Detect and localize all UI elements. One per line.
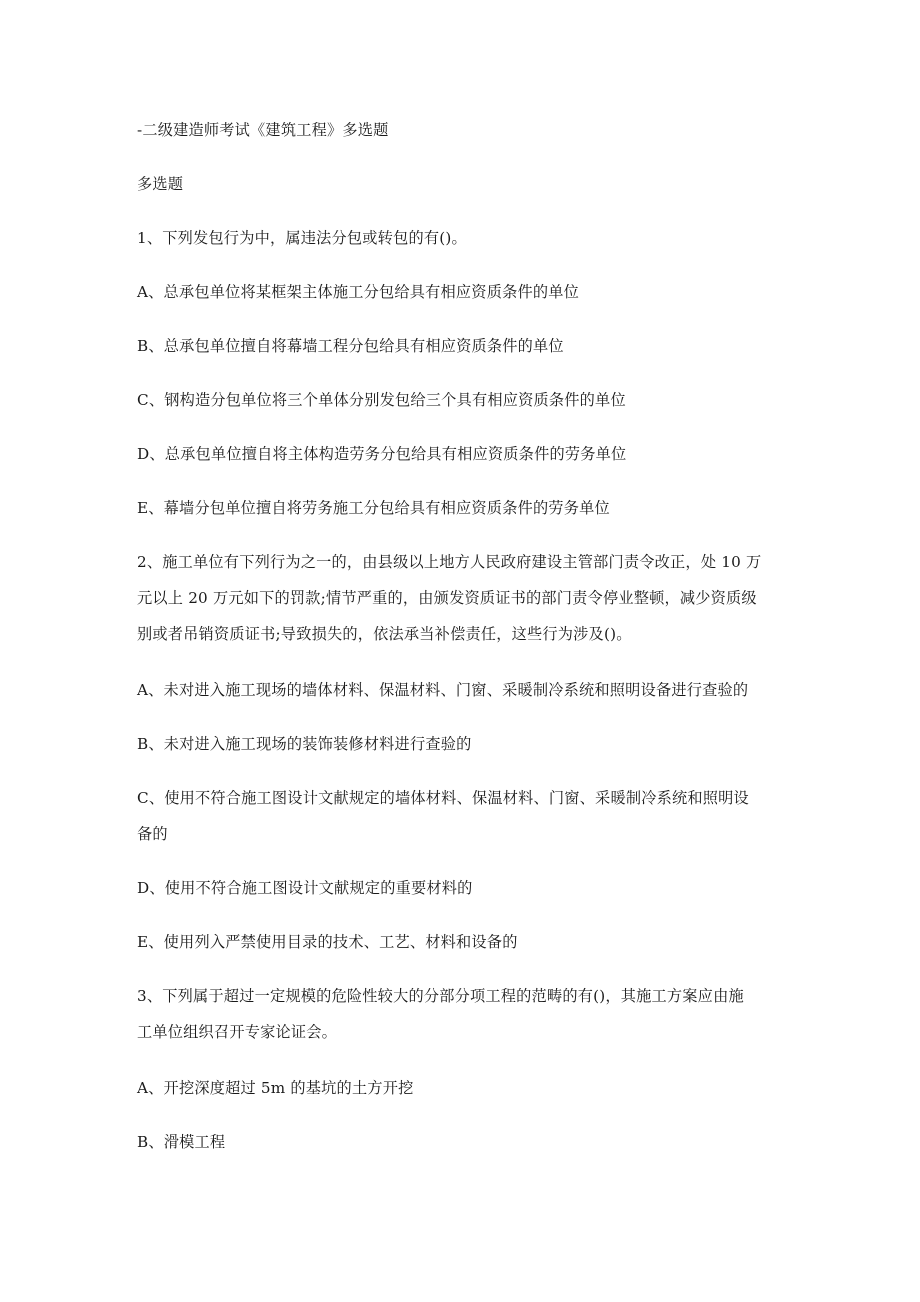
question-3-option-b: B、滑模工程 xyxy=(137,1133,226,1151)
question-1-option-e: E、幕墙分包单位擅自将劳务施工分包给具有相应资质条件的劳务单位 xyxy=(137,499,610,517)
question-2-option-c-line-1: C、使用不符合施工图设计文献规定的墙体材料、保温材料、门窗、采暖制冷系统和照明设 xyxy=(137,789,749,807)
question-2-option-a: A、未对进入施工现场的墙体材料、保温材料、门窗、采暖制冷系统和照明设备进行查验的 xyxy=(137,681,749,699)
question-1-option-a: A、总承包单位将某框架主体施工分包给具有相应资质条件的单位 xyxy=(137,283,580,301)
question-1-option-b: B、总承包单位擅自将幕墙工程分包给具有相应资质条件的单位 xyxy=(137,337,564,355)
document-title: -二级建造师考试《建筑工程》多选题 xyxy=(137,121,389,139)
question-2-option-b: B、未对进入施工现场的装饰装修材料进行查验的 xyxy=(137,735,472,753)
question-2-option-e: E、使用列入严禁使用目录的技术、工艺、材料和设备的 xyxy=(137,933,518,951)
question-3-stem-line-2: 工单位组织召开专家论证会。 xyxy=(137,1023,338,1041)
question-3-stem-line-1: 3、下列属于超过一定规模的危险性较大的分部分项工程的范畴的有()，其施工方案应由施 xyxy=(137,987,744,1005)
question-2-stem-line-3: 别或者吊销资质证书;导致损失的，依法承当补偿责任，这些行为涉及()。 xyxy=(137,625,632,643)
section-heading: 多选题 xyxy=(137,175,184,193)
question-1-option-c: C、钢构造分包单位将三个单体分别发包给三个具有相应资质条件的单位 xyxy=(137,391,626,409)
question-1-option-d: D、总承包单位擅自将主体构造劳务分包给具有相应资质条件的劳务单位 xyxy=(137,445,627,463)
question-2-stem-line-2: 元以上 20 万元如下的罚款;情节严重的，由颁发资质证书的部门责令停业整顿，减少资质级 xyxy=(137,589,757,607)
question-1-stem: 1、下列发包行为中，属违法分包或转包的有()。 xyxy=(137,229,467,247)
question-2-stem-line-1: 2、施工单位有下列行为之一的，由县级以上地方人民政府建设主管部门责令改正，处 10 万 xyxy=(137,553,762,571)
question-3-option-a: A、开挖深度超过 5m 的基坑的土方开挖 xyxy=(137,1079,414,1097)
question-2-option-d: D、使用不符合施工图设计文献规定的重要材料的 xyxy=(137,879,473,897)
question-2-option-c-line-2: 备的 xyxy=(137,825,168,843)
